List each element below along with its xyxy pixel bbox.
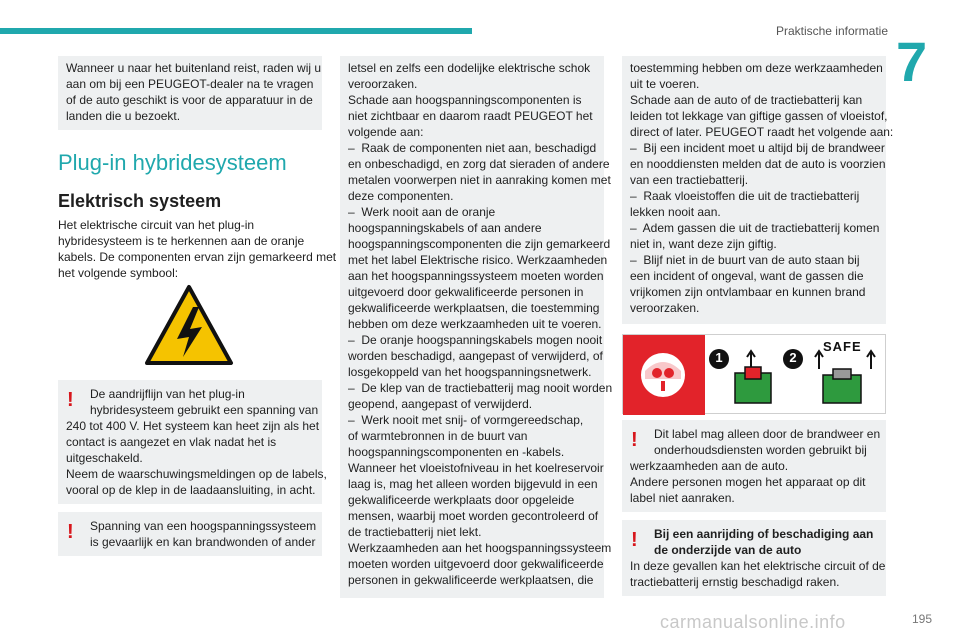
text-line: het volgende symbool:: [58, 266, 179, 280]
text-line: Bij een aanrijding of beschadiging aan: [654, 527, 874, 541]
safe-label-illustration: [622, 334, 886, 414]
text-line: toestemming hebben om deze werkzaamheden: [630, 61, 883, 75]
text-line: met het label Elektrische risico. Werkzaamheden: [348, 253, 608, 267]
text-line: uit te voeren.: [630, 77, 700, 91]
text-line: hoogspanningscomponenten en -kabels.: [348, 445, 565, 459]
text-line: Andere personen mogen het apparaat op dit: [630, 475, 866, 489]
text-line: of de auto geschikt is voor de apparatuur in de: [66, 93, 313, 107]
text-line: – Raak de componenten niet aan, beschadigd: [348, 141, 597, 155]
text-line: veroorzaken.: [630, 301, 700, 315]
text-line: vrijkomen zijn ontvlambaar en kunnen brand: [630, 285, 866, 299]
intro-paragraph: [58, 217, 337, 281]
warning-icon: !: [631, 529, 638, 551]
label-number-1: 1: [715, 350, 723, 365]
text-line: Spanning van een hoogspanningssysteem: [90, 519, 317, 533]
text-line: Schade aan hoogspanningscomponenten is: [348, 93, 582, 107]
text-line: – Werk nooit aan de oranje: [348, 205, 496, 219]
text-line: de tractiebatterij niet lekt.: [348, 525, 482, 539]
page-number: 195: [911, 612, 932, 626]
text-line: – Bij een incident moet u altijd bij de brandweer: [630, 141, 885, 155]
text-line: de onderzijde van de auto: [654, 543, 802, 557]
text-line: leiden tot lekkage van giftige gassen of vloeistof,: [630, 109, 888, 123]
section-title: Praktische informatie: [775, 24, 888, 38]
text-line: hoogspanningskabels of aan andere: [348, 221, 542, 235]
text-line: en onbeschadigd, en zorg dat sieraden of andere: [348, 157, 610, 171]
text-line: – Adem gassen die uit de tractiebatterij komen: [630, 221, 880, 235]
text-line: een incident of ongeval, want de gassen die: [630, 269, 864, 283]
text-line: – Werk nooit met snij- of vormgereedschap,: [348, 413, 584, 427]
text-line: volgende aan:: [348, 125, 424, 139]
text-line: of warmtebronnen in de buurt van: [348, 429, 528, 443]
text-line: direct of later. PEUGEOT raadt het volgende aan:: [630, 125, 894, 139]
text-line: hoogspanningscomponenten die zijn gemarkeerd: [348, 237, 611, 251]
intro-note-box: [58, 56, 322, 130]
high-voltage-warning-icon: [144, 283, 234, 367]
safe-text: SAFE: [823, 339, 862, 354]
text-line: Neem de waarschuwingsmeldingen op de labels,: [66, 467, 327, 481]
subsection-heading: Elektrisch systeem: [58, 191, 222, 211]
header-accent-bar: [0, 28, 472, 34]
continued-warning-box-2: [622, 56, 894, 324]
text-line: gekwalificeerde werkplaats door opgeleide: [348, 493, 575, 507]
text-line: – De oranje hoogspanningskabels mogen nooit: [348, 333, 603, 347]
text-line: uitgeschakeld.: [66, 451, 143, 465]
warning-box-label: [622, 420, 886, 512]
text-line: – De klep van de tractiebatterij mag nooit worden: [348, 381, 613, 395]
label-number-2: 2: [789, 350, 797, 365]
text-line: onderhoudsdiensten worden gebruikt bij: [654, 443, 867, 457]
continued-warning-box: [340, 56, 613, 598]
text-line: niet zichtbaar en daarom raadt PEUGEOT het: [348, 109, 593, 123]
text-line: landen die u bezoekt.: [66, 109, 181, 123]
text-line: worden beschadigd, aangepast of verwijderd, of: [348, 349, 603, 363]
text-line: en nooddiensten melden dat de auto is voorzien: [630, 157, 886, 171]
text-line: contact is aangezet en vlak nadat het is: [66, 435, 277, 449]
text-line: 240 tot 400 V. Het systeem kan heet zijn als het: [66, 419, 320, 433]
text-line: veroorzaken.: [348, 77, 418, 91]
text-line: Schade aan de auto of de tractiebatterij kan: [630, 93, 863, 107]
text-line: Werkzaamheden aan het hoogspanningssysteem: [348, 541, 612, 555]
text-line: vooral op de klep in de laadaansluiting, in acht.: [66, 483, 316, 497]
text-line: niet in, want deze zijn giftig.: [630, 237, 777, 251]
text-line: – Blijf niet in de buurt van de auto staan bij: [630, 253, 860, 267]
text-line: aan het hoogspanningssysteem moeten worden: [348, 269, 604, 283]
chapter-number: 7: [896, 30, 928, 93]
warning-box-collision: [622, 520, 886, 596]
text-line: van een tractiebatterij.: [630, 173, 749, 187]
text-line: laag is, mag het alleen worden bijgevuld in een: [348, 477, 598, 491]
text-line: hybridesysteem is te herkennen aan de oranje: [58, 234, 305, 248]
text-line: De aandrijflijn van het plug-in: [90, 387, 245, 401]
text-line: mensen, waarbij moet worden gecontroleerd of: [348, 509, 599, 523]
text-line: label niet aanraken.: [630, 491, 735, 505]
text-line: losgekoppeld van het hoogspanningsnetwerk.: [348, 365, 592, 379]
text-line: kabels. De componenten ervan zijn gemarkeerd met: [58, 250, 337, 264]
text-line: Wanneer u naar het buitenland reist, raden wij u: [66, 61, 322, 75]
text-line: lekken nooit aan.: [630, 205, 721, 219]
text-line: In deze gevallen kan het elektrische circuit of de: [630, 559, 886, 573]
warning-icon: !: [67, 389, 74, 411]
text-line: deze componenten.: [348, 189, 454, 203]
text-line: werkzaamheden aan de auto.: [630, 459, 789, 473]
text-line: uitgevoerd door gekwalificeerde personen in: [348, 285, 584, 299]
text-line: gekwalificeerde werkplaatsen, die toestemming: [348, 301, 600, 315]
text-line: hebben om deze werkzaamheden uit te voeren.: [348, 317, 602, 331]
text-line: letsel en zelfs een dodelijke elektrische schok: [348, 61, 591, 75]
warning-box-danger: [58, 512, 322, 556]
text-line: tractiebatterij ernstig beschadigd raken.: [630, 575, 840, 589]
text-line: – Raak vloeistoffen die uit de tractiebatterij: [630, 189, 860, 203]
warning-icon: !: [631, 429, 638, 451]
text-line: geopend, aangepast of verwijderd.: [348, 397, 533, 411]
text-line: hybridesysteem gebruikt een spanning van: [90, 403, 319, 417]
text-line: Wanneer het vloeistofniveau in het koelreservoir: [348, 461, 604, 475]
section-heading: Plug-in hybridesysteem: [58, 150, 287, 175]
text-line: aan om bij een PEUGEOT-dealer na te vragen: [66, 77, 314, 91]
warning-icon: !: [67, 521, 74, 543]
text-line: personen in gekwalificeerde werkplaatsen, die: [348, 573, 594, 587]
text-line: moeten worden uitgevoerd door gekwalificeerde: [348, 557, 604, 571]
watermark: carmanualsonline.info: [660, 612, 846, 632]
text-line: Dit label mag alleen door de brandweer en: [654, 427, 881, 441]
warning-box-voltage: [58, 380, 327, 504]
text-line: Het elektrische circuit van het plug-in: [58, 218, 255, 232]
text-line: is gevaarlijk en kan brandwonden of ander: [90, 535, 316, 549]
text-line: metalen voorwerpen niet in aanraking komen met: [348, 173, 611, 187]
